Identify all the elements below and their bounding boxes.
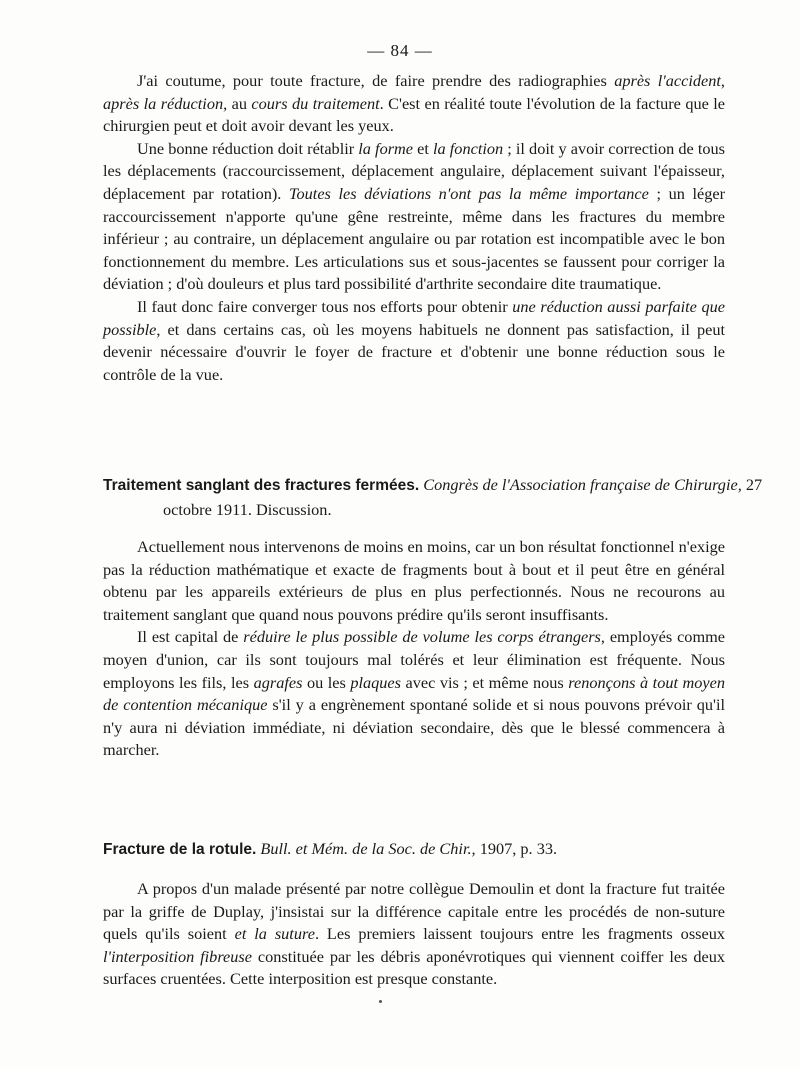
text-run: s'il y a engrènement spontané solide et si nous pouvons prévoir qu'il n'y aura ni déviation immédiate, ni déviation secondaire, dès que le blessé commencera à marcher. xyxy=(103,695,725,760)
paragraph xyxy=(103,138,725,296)
section-title: Traitement sanglant des fractures fermées. xyxy=(103,477,420,494)
text-run: ; un léger raccourcissement n'apporte qu'une gêne restreinte, même dans les fractures du membre inférieur ; au contraire, un déplacement angulaire ou par rotation est incompatible avec le bon fonctionnement du membre. Les articulations sus et sous-jacentes se faussent pour corriger la déviation ; d'où douleurs et plus tard possibilité d'arthrite secondaire dite traumatique. xyxy=(103,183,725,294)
text-run: Il faut donc faire converger tous nos efforts pour obtenir xyxy=(137,296,513,316)
italic-run: Toutes les déviations n'ont pas la même importance xyxy=(288,183,649,203)
text-run: Il est capital de xyxy=(137,627,244,647)
section-2-body xyxy=(103,536,725,762)
paragraph xyxy=(103,536,725,626)
paragraph xyxy=(103,626,725,762)
paragraph xyxy=(103,878,725,991)
section-reference-date: 27 octobre 1911. Discussion. xyxy=(163,475,763,519)
text-run: Une bonne réduction doit rétablir xyxy=(137,138,359,158)
italic-run: après l'accident xyxy=(614,71,721,90)
page-number: — 84 — xyxy=(367,41,433,60)
text-run: , au xyxy=(223,93,252,113)
text-run: , xyxy=(720,71,725,90)
italic-run: cours du traitement xyxy=(251,93,380,113)
text-run: A propos d'un malade présenté par notre collègue Demoulin et dont la fracture fut traitée par la griffe de Duplay, j'insistai sur la différence capitale entre les procédés de non-suture quels qu'ils soient xyxy=(103,879,725,944)
text-run: . C'est en réalité toute l'évolution de la facture que le chirurgien peut et doit avoir devant les yeux. xyxy=(103,93,726,136)
text-run: ; il doit y avoir correction de tous les déplacements (raccourcissement, déplacement angulaire, déplacement suivant l'épaisseur, déplacement par rotation). xyxy=(103,138,726,203)
text-run: , et dans certains cas, où les moyens habituels ne donnent pas satisfaction, il peut devenir nécessaire d'ouvrir le foyer de fracture et d'obtenir une bonne réduction sous le contrôle de la vue. xyxy=(103,319,725,384)
italic-run: la fonction xyxy=(433,138,504,158)
italic-run: l'interposition fibreuse xyxy=(103,946,252,966)
text-run: ou les xyxy=(302,672,351,692)
text-run: Actuellement nous intervenons de moins en moins, car un bon résultat fonctionnel n'exige pas la réduction mathématique et exacte de fragments bout à bout et il peut être en général obtenu par les appareils extérieurs de plus en plus perfectionnés. Nous ne recourons au traitement sanglant que quand nous pouvons prédire qu'ils seront insuffisants. xyxy=(103,537,725,624)
italic-run: réduire le plus possible de volume les corps étrangers xyxy=(243,627,601,647)
italic-run: la forme xyxy=(358,138,414,158)
text-run: constituée par les débris aponévrotiques qui viennent coiffer les deux surfaces cruentées. Cette interposition est presque constante. xyxy=(103,946,725,989)
section-3-heading xyxy=(103,837,785,862)
italic-run: renonçons à tout moyen de contention mécanique xyxy=(103,672,726,715)
italic-run: une réduction aussi parfaite que possible xyxy=(103,296,725,339)
section-2-heading xyxy=(103,473,785,522)
italic-run: agrafes xyxy=(253,672,303,692)
ink-speck xyxy=(379,1000,382,1003)
paragraph xyxy=(103,296,725,386)
text-run: avec vis ; et même nous xyxy=(401,672,569,692)
text-run: J'ai coutume, pour toute fracture, de faire prendre des radiographies xyxy=(137,71,615,90)
section-reference-date: 1907, p. 33. xyxy=(475,839,558,858)
section-1-body xyxy=(103,70,725,386)
italic-run: et la suture xyxy=(234,924,315,944)
italic-run: après la réduction xyxy=(103,93,224,113)
text-run: et xyxy=(413,138,434,158)
italic-run: plaques xyxy=(350,672,401,692)
section-title: Fracture de la rotule. xyxy=(103,841,257,858)
paragraph xyxy=(103,70,725,138)
section-reference: Bull. et Mém. de la Soc. de Chir., xyxy=(256,839,476,858)
text-run: , employés comme moyen d'union, car ils sont toujours mal tolérés et leur élimination est fréquente. Nous employons les fils, les xyxy=(103,627,726,692)
text-run: . Les premiers laissent toujours entre les fragments osseux xyxy=(314,924,725,944)
section-reference: Congrès de l'Association française de Chirurgie, xyxy=(419,475,742,494)
section-3-body xyxy=(103,878,725,991)
